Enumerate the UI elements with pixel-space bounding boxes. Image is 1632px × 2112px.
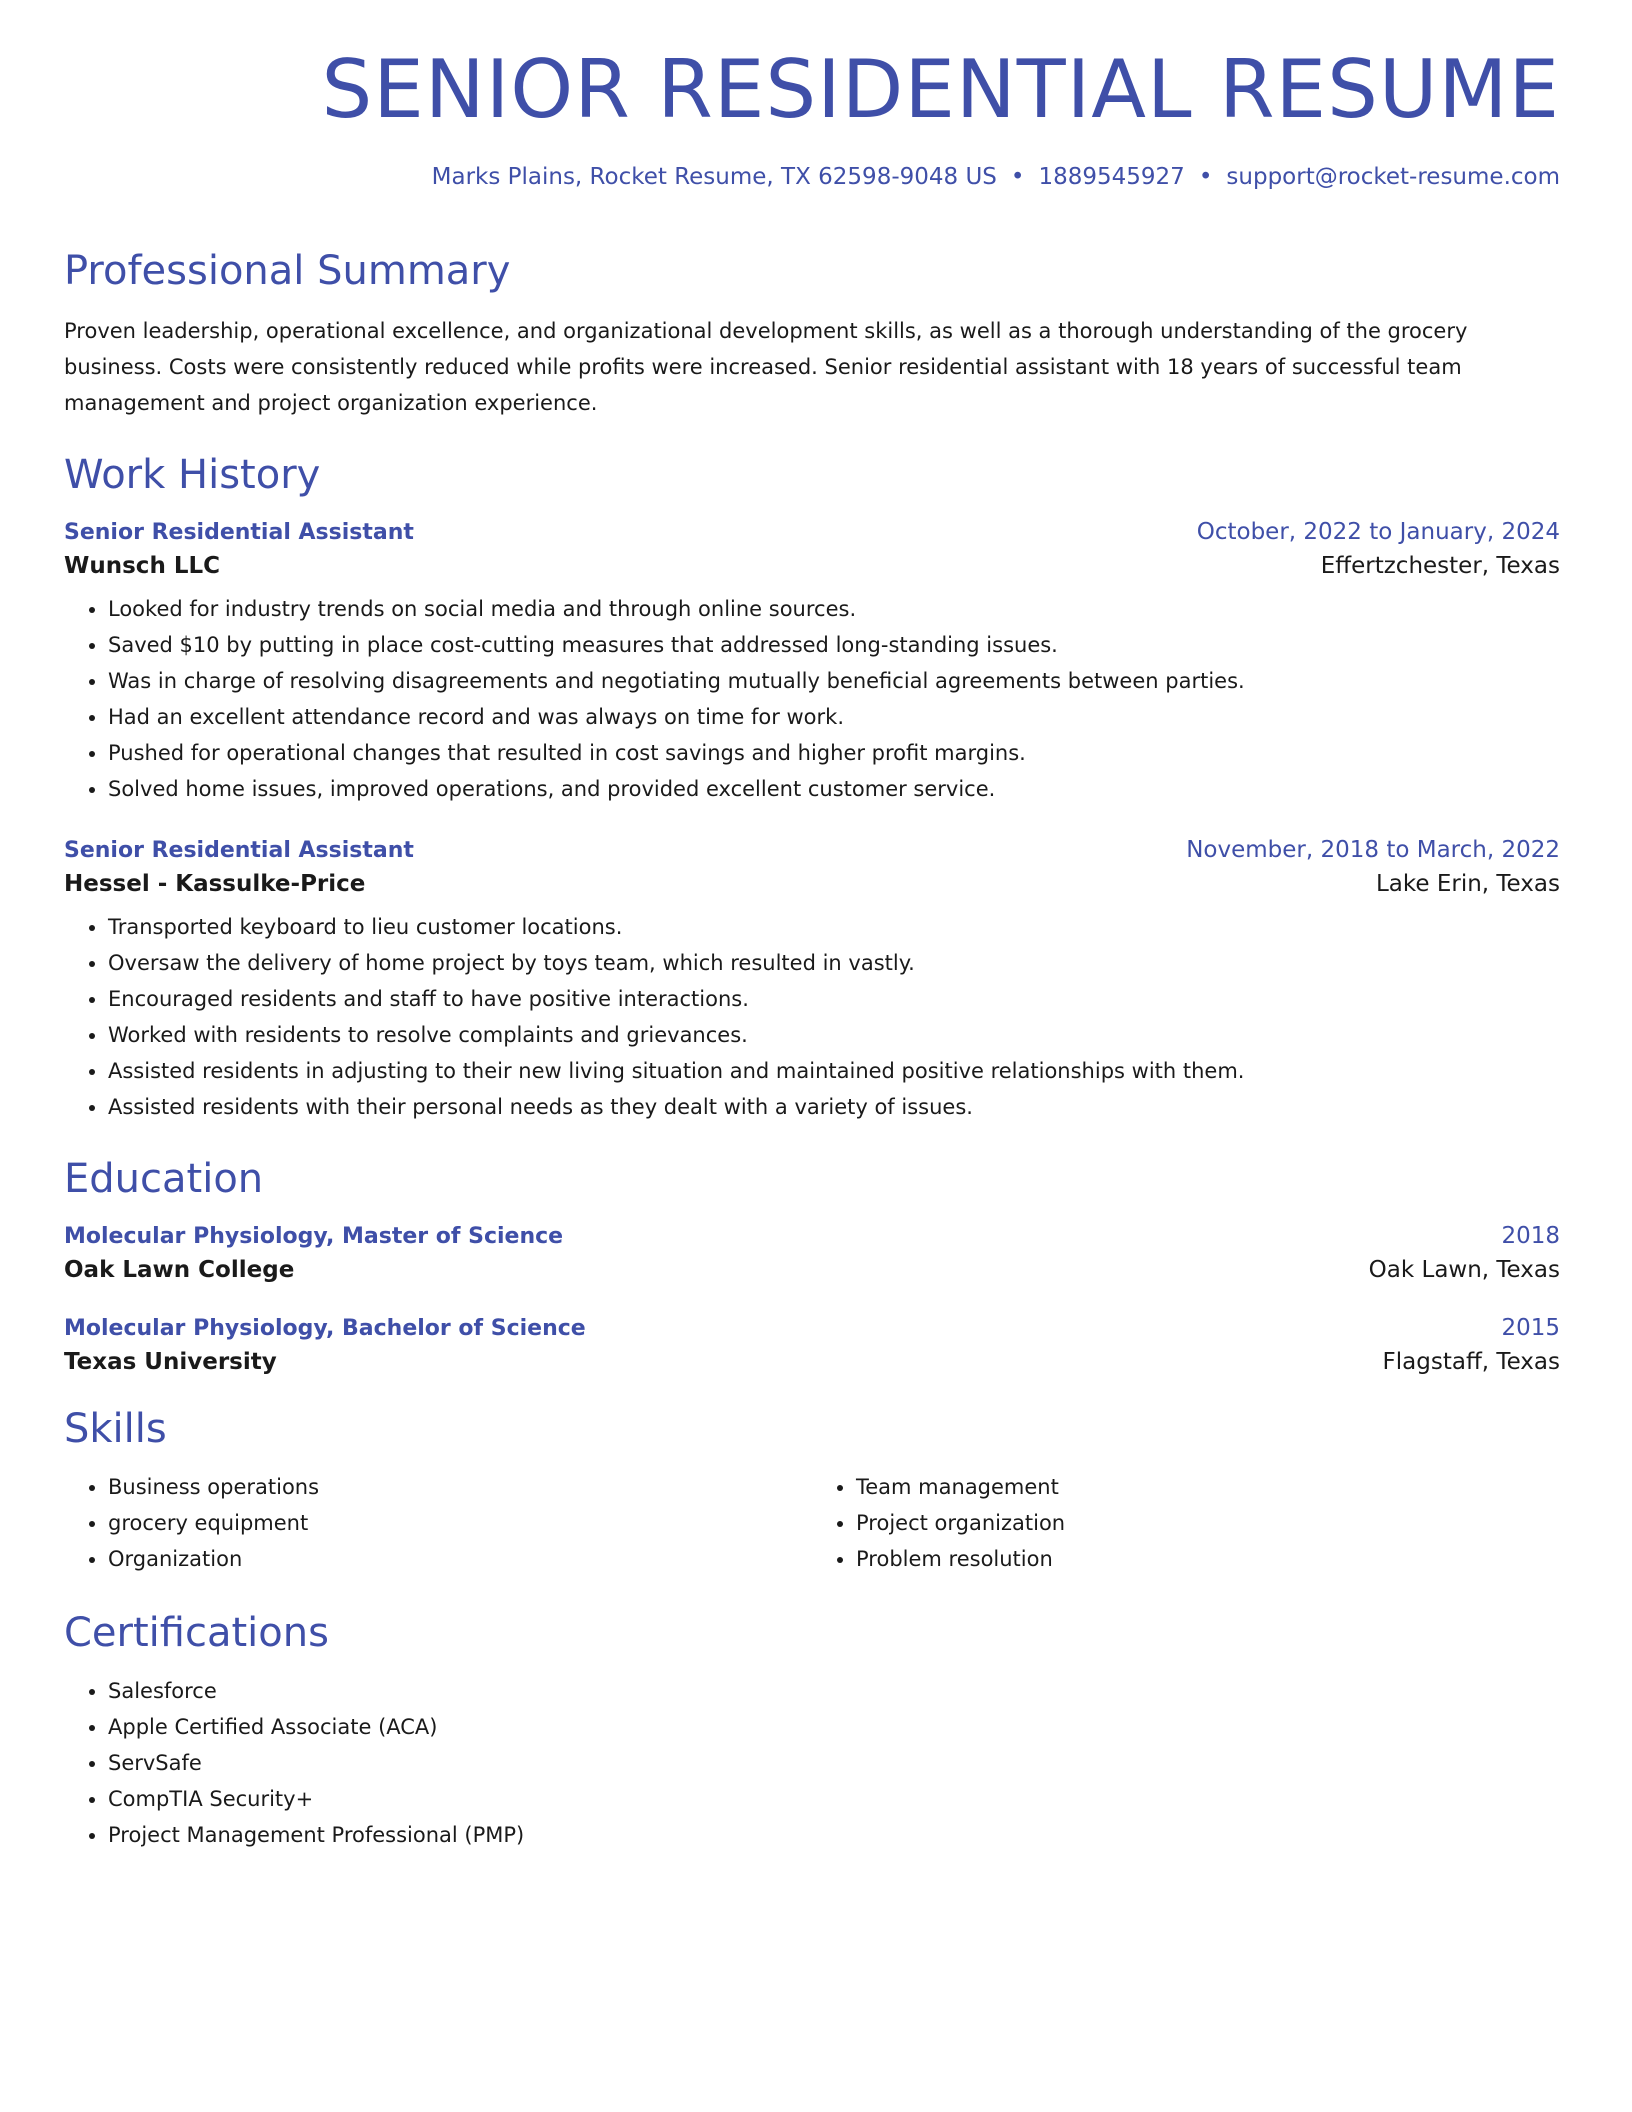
resume-title: SENIOR RESIDENTIAL RESUME	[321, 43, 1560, 136]
education-subheader	[64, 1257, 1560, 1283]
education-location: Oak Lawn, Texas	[1368, 1257, 1560, 1283]
list-item: • Salesforce	[108, 1673, 1560, 1709]
job-subheader	[64, 871, 1560, 897]
skills-list-right	[812, 1469, 1560, 1577]
section-title-education: Education	[64, 1156, 264, 1202]
resume-page	[64, 43, 1560, 1853]
job-company: Wunsch LLC	[64, 553, 221, 579]
job-dates: October, 2022 to January, 2024	[1196, 519, 1560, 545]
contact-separator: •	[1198, 164, 1213, 190]
contact-line	[64, 166, 1560, 189]
list-item: • Project organization	[856, 1505, 1560, 1541]
education-year: 2018	[1501, 1223, 1560, 1249]
list-item: • Had an excellent attendance record and was always on time for work.	[108, 699, 1560, 735]
job-entry	[64, 837, 1560, 1125]
list-item: • Assisted residents with their personal needs as they dealt with a variety of issues.	[108, 1089, 1560, 1125]
job-entry	[64, 519, 1560, 807]
education-degree: Molecular Physiology, Bachelor of Science	[64, 1316, 586, 1341]
list-item: • Worked with residents to resolve complaints and grievances.	[108, 1017, 1560, 1053]
list-item: • Business operations	[108, 1469, 812, 1505]
list-item: • CompTIA Security+	[108, 1781, 1560, 1817]
job-header	[64, 519, 1560, 545]
list-item: • Team management	[856, 1469, 1560, 1505]
job-dates: November, 2018 to March, 2022	[1186, 837, 1560, 863]
section-title-work: Work History	[64, 452, 321, 498]
section-title-certifications: Certifications	[64, 1610, 329, 1656]
section-title-summary: Professional Summary	[64, 248, 511, 294]
list-item: • Problem resolution	[856, 1541, 1560, 1577]
section-title-skills: Skills	[64, 1406, 167, 1452]
education-entry	[64, 1223, 1560, 1283]
contact-separator: •	[1010, 164, 1025, 190]
skills-grid	[64, 1469, 1560, 1577]
contact-phone: 1889545927	[1038, 164, 1185, 190]
summary-text: Proven leadership, operational excellence, and organizational development skills, as well as a thorough understanding of the grocery business. Costs were consistently reduced while profits were increased. Senior residential assistant with 18 years of successful team management and project organization experience.	[64, 319, 1468, 415]
job-role: Senior Residential Assistant	[64, 520, 414, 545]
list-item: • Was in charge of resolving disagreements and negotiating mutually beneficial agreements between parties.	[108, 663, 1560, 699]
certifications-list	[64, 1673, 1560, 1853]
list-item: • Project Management Professional (PMP)	[108, 1817, 1560, 1853]
education-header	[64, 1315, 1560, 1341]
list-item: • Encouraged residents and staff to have positive interactions.	[108, 981, 1560, 1017]
list-item: • grocery equipment	[108, 1505, 812, 1541]
job-header	[64, 837, 1560, 863]
job-company: Hessel - Kassulke-Price	[64, 871, 366, 897]
list-item: • Organization	[108, 1541, 812, 1577]
list-item: • Saved $10 by putting in place cost-cutting measures that addressed long-standing issues.	[108, 627, 1560, 663]
list-item: • Pushed for operational changes that resulted in cost savings and higher profit margins.	[108, 735, 1560, 771]
job-location: Effertzchester, Texas	[1320, 553, 1560, 579]
education-year: 2015	[1501, 1315, 1560, 1341]
list-item: • Solved home issues, improved operations, and provided excellent customer service.	[108, 771, 1560, 807]
job-bullets	[64, 591, 1560, 807]
education-header	[64, 1223, 1560, 1249]
skills-list-left	[64, 1469, 812, 1577]
list-item: • Assisted residents in adjusting to their new living situation and maintained positive relationships with them.	[108, 1053, 1560, 1089]
contact-address: Marks Plains, Rocket Resume, TX 62598-9048 US	[431, 164, 997, 190]
job-location: Lake Erin, Texas	[1375, 871, 1560, 897]
list-item: • Oversaw the delivery of home project by toys team, which resulted in vastly.	[108, 945, 1560, 981]
contact-email[interactable]: support@rocket-resume.com	[1226, 164, 1560, 190]
education-location: Flagstaff, Texas	[1382, 1349, 1560, 1375]
job-subheader	[64, 553, 1560, 579]
list-item: • Looked for industry trends on social media and through online sources.	[108, 591, 1560, 627]
list-item: • Transported keyboard to lieu customer locations.	[108, 909, 1560, 945]
education-degree: Molecular Physiology, Master of Science	[64, 1224, 564, 1249]
education-entry	[64, 1315, 1560, 1375]
job-role: Senior Residential Assistant	[64, 838, 414, 863]
list-item: • Apple Certified Associate (ACA)	[108, 1709, 1560, 1745]
education-subheader	[64, 1349, 1560, 1375]
list-item: • ServSafe	[108, 1745, 1560, 1781]
education-school: Oak Lawn College	[64, 1257, 295, 1283]
job-bullets	[64, 909, 1560, 1125]
education-school: Texas University	[64, 1349, 277, 1375]
